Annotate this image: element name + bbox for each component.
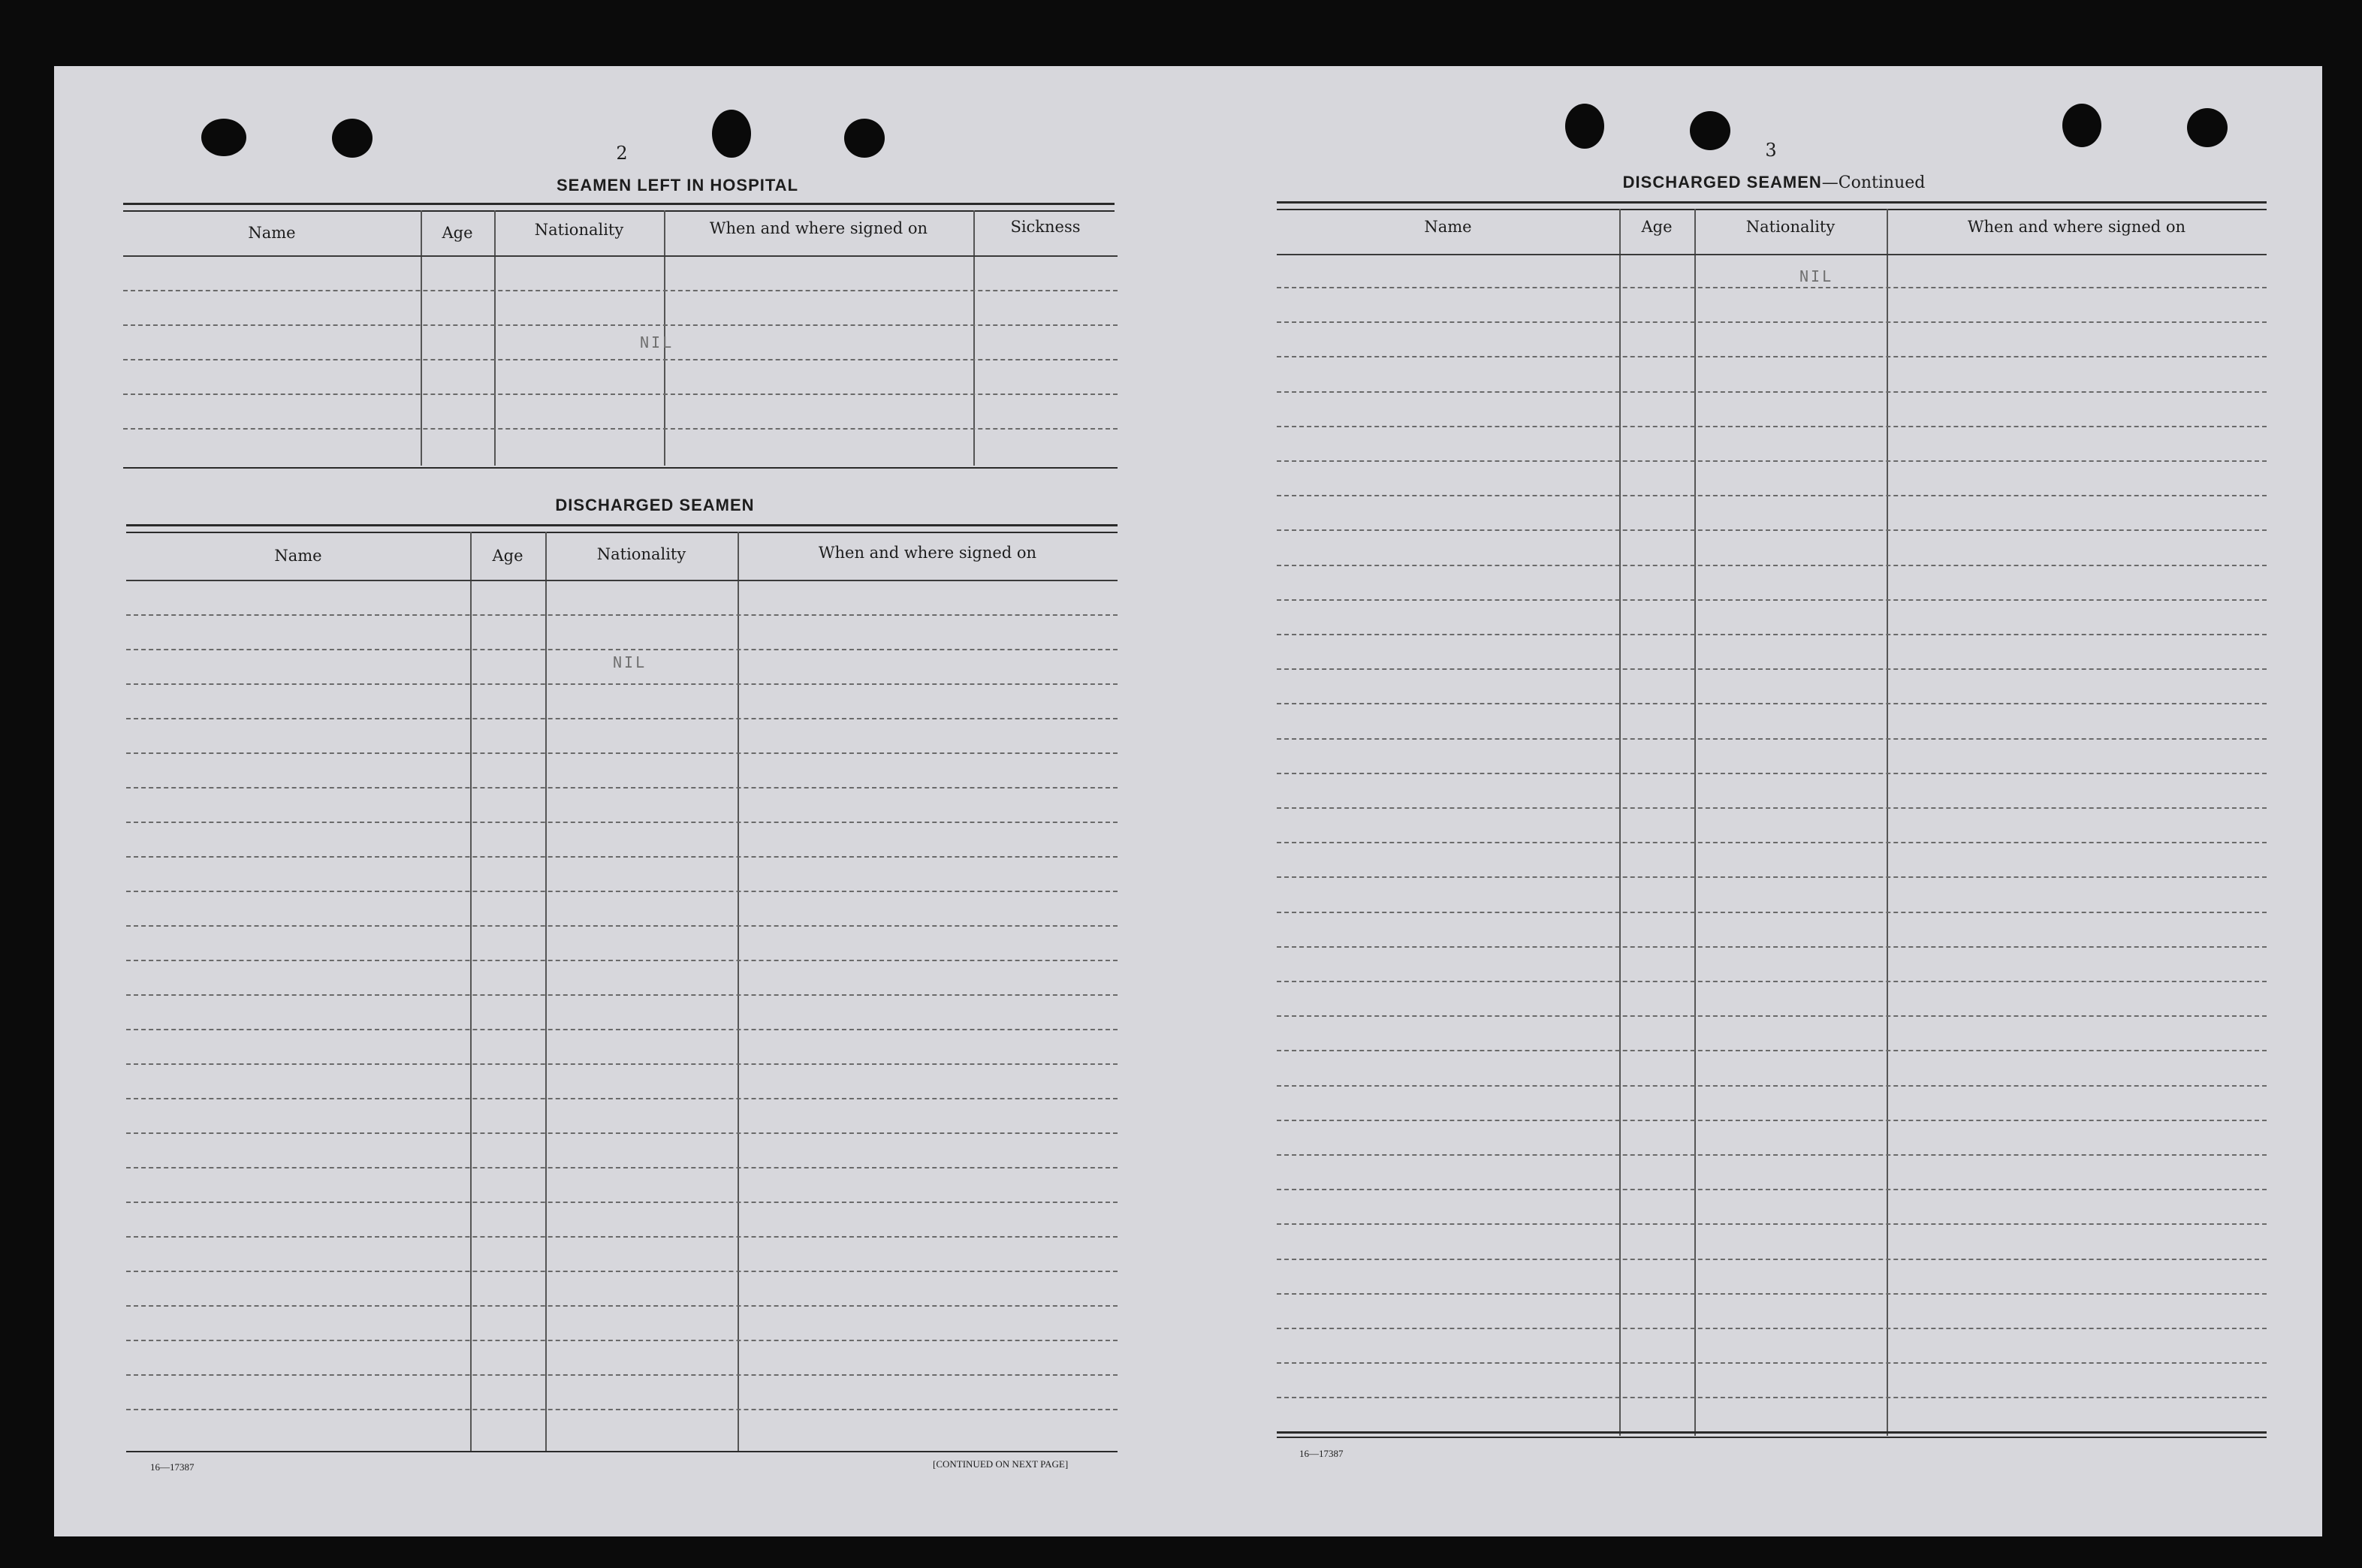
column-header-nationality: Nationality — [1745, 218, 1836, 236]
column-header-nationality: Nationality — [596, 545, 686, 563]
row-line — [1277, 1223, 2267, 1225]
row-line — [1277, 1189, 2267, 1190]
row-line — [126, 1271, 1118, 1272]
row-line — [126, 1132, 1118, 1134]
section-title-text: DISCHARGED SEAMEN — [1622, 173, 1822, 191]
section-end-rule — [123, 467, 1118, 469]
row-line — [126, 1374, 1118, 1376]
row-line — [126, 1063, 1118, 1065]
row-line — [1277, 321, 2267, 323]
row-line — [1277, 565, 2267, 566]
row-line — [123, 394, 1118, 395]
row-line — [126, 1098, 1118, 1099]
discharged-table-left — [126, 532, 1118, 1451]
punch-hole — [2187, 108, 2228, 147]
column-divider — [421, 210, 422, 466]
row-line — [126, 1305, 1118, 1307]
row-line — [123, 428, 1118, 430]
section-title: SEAMEN LEFT IN HOSPITAL — [556, 176, 799, 194]
row-line — [126, 1236, 1118, 1238]
row-line — [1277, 495, 2267, 496]
row-line — [126, 683, 1118, 685]
row-line — [1277, 426, 2267, 427]
row-line — [1277, 668, 2267, 670]
punch-hole — [2062, 104, 2101, 147]
row-line — [1277, 634, 2267, 635]
row-line — [1277, 807, 2267, 809]
row-line — [1277, 1120, 2267, 1121]
column-header-name: Name — [274, 547, 322, 565]
row-line — [1277, 529, 2267, 531]
row-line — [1277, 391, 2267, 393]
column-header-signed-on: When and where signed on — [818, 544, 1037, 562]
row-line — [1277, 1259, 2267, 1260]
nil-stamp: NIL — [1799, 267, 1834, 285]
row-line — [1277, 599, 2267, 601]
row-line — [126, 614, 1118, 616]
row-line — [126, 752, 1118, 754]
row-line — [1277, 981, 2267, 982]
section-title: DISCHARGED SEAMEN — [555, 496, 755, 514]
punch-hole — [1690, 111, 1730, 150]
row-line — [126, 1167, 1118, 1168]
row-line — [126, 1202, 1118, 1203]
column-header-sickness: Sickness — [1010, 218, 1081, 236]
row-line — [123, 359, 1118, 360]
column-divider — [545, 532, 547, 1451]
column-header-age: Age — [1641, 218, 1673, 236]
header-underline — [126, 580, 1118, 581]
column-header-signed-on: When and where signed on — [1967, 218, 2186, 236]
row-line — [126, 925, 1118, 927]
row-line — [126, 960, 1118, 961]
column-divider — [494, 210, 496, 466]
row-line — [1277, 356, 2267, 357]
row-line — [1277, 1293, 2267, 1295]
column-header-age: Age — [492, 547, 523, 565]
row-line — [123, 324, 1118, 326]
row-line — [1277, 946, 2267, 948]
section-title — [1466, 173, 2082, 192]
row-line — [1277, 460, 2267, 462]
punch-hole — [844, 119, 885, 158]
row-line — [1277, 1154, 2267, 1156]
discharged-table-right — [1277, 209, 2267, 1436]
row-line — [1277, 1015, 2267, 1017]
row-line — [126, 718, 1118, 719]
nil-stamp: NIL — [613, 653, 647, 671]
continued-note: [CONTINUED ON NEXT PAGE] — [933, 1458, 1069, 1470]
row-line — [126, 994, 1118, 996]
form-number: 16—17387 — [1299, 1448, 1344, 1459]
row-line — [1277, 1328, 2267, 1329]
row-line — [123, 290, 1118, 291]
row-line — [1277, 1050, 2267, 1051]
header-underline — [123, 255, 1118, 257]
row-line — [1277, 703, 2267, 704]
row-line — [1277, 842, 2267, 843]
column-header-age: Age — [442, 224, 473, 242]
row-line — [126, 649, 1118, 650]
nil-stamp: NIL — [640, 333, 674, 351]
row-line — [1277, 738, 2267, 740]
row-line — [126, 822, 1118, 823]
column-divider — [973, 210, 975, 466]
punch-hole — [201, 119, 246, 156]
column-divider — [1694, 209, 1696, 1436]
row-line — [1277, 1397, 2267, 1398]
row-line — [1277, 773, 2267, 774]
document-sheet — [54, 66, 2322, 1536]
punch-hole — [332, 119, 373, 158]
row-line — [1277, 912, 2267, 913]
row-line — [126, 856, 1118, 858]
row-line — [126, 1340, 1118, 1341]
row-line — [1277, 876, 2267, 878]
punch-hole — [712, 110, 751, 158]
column-header-nationality: Nationality — [534, 221, 624, 239]
section-end-rule — [126, 1451, 1118, 1452]
row-line — [126, 1029, 1118, 1030]
column-header-name: Name — [248, 224, 296, 242]
row-line — [126, 891, 1118, 892]
hospital-table — [123, 210, 1118, 466]
column-divider — [738, 532, 739, 1451]
section-end-rule — [1277, 1431, 2267, 1438]
section-title-suffix: —Continued — [1821, 173, 1926, 192]
row-line — [1277, 1085, 2267, 1087]
column-header-name: Name — [1424, 218, 1472, 236]
punch-hole — [1565, 104, 1604, 149]
header-underline — [1277, 254, 2267, 255]
row-line — [126, 1409, 1118, 1410]
page-number: 2 — [616, 143, 628, 164]
page-number: 3 — [1765, 140, 1777, 161]
column-header-signed-on: When and where signed on — [709, 219, 928, 237]
column-divider — [470, 532, 472, 1451]
row-line — [1277, 1362, 2267, 1364]
form-number: 16—17387 — [150, 1461, 195, 1473]
column-divider — [1619, 209, 1621, 1436]
row-line — [126, 787, 1118, 789]
column-divider — [1887, 209, 1888, 1436]
row-line — [1277, 287, 2267, 288]
